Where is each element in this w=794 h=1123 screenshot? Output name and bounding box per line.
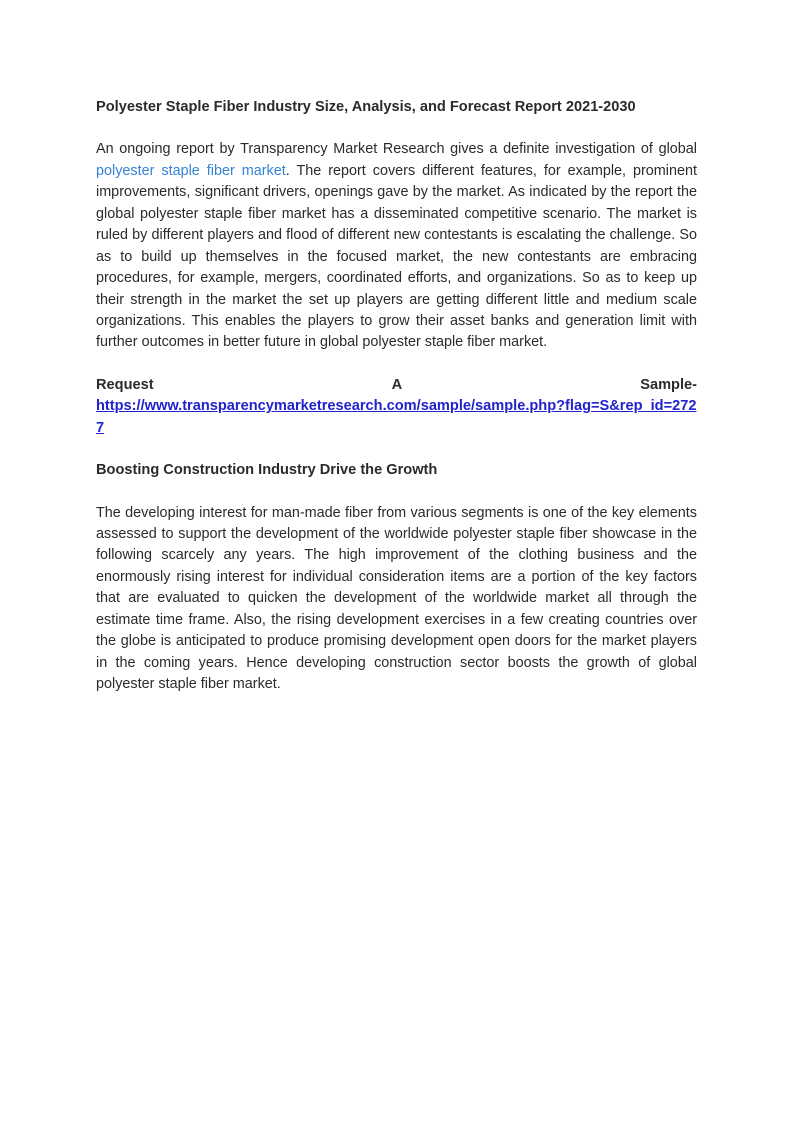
document-title: Polyester Staple Fiber Industry Size, Analysis, and Forecast Report 2021-2030: [96, 99, 636, 115]
request-word-sample: Sample-: [640, 376, 697, 393]
request-sample-line: [96, 375, 697, 396]
intro-paragraph: [96, 139, 697, 354]
request-sample-paragraph: [96, 375, 697, 439]
intro-paragraph-text-after: . The report covers different features, for example, prominent improvements, significant drivers, openings gave by the market. As indicated by the report the global polyester staple fiber market has a disseminated competitive scenario. The market is ruled by different players and flood of different new contestants is escalating the challenge. So as to build up themselves in the focused market, the new contestants are embracing procedures, for example, mergers, coordinated efforts, and organizations. So as to keep up their strength in the market the set up players are getting different little and medium scale organizations. This enables the players to grow their asset banks and generation limit with further outcomes in better future in global polyester staple fiber market.: [96, 162, 697, 351]
polyester-staple-fiber-market-link[interactable]: polyester staple fiber market: [96, 162, 286, 179]
growth-paragraph: The developing interest for man-made fiber from various segments is one of the key elements assessed to support the development of the worldwide polyester staple fiber showcase in the following scarcely any years. The high improvement of the clothing business and the enormously rising interest for individual consideration items are a portion of the key factors that are evaluated to quicken the development of the worldwide market all through the estimate time frame. Also, the rising development exercises in a few creating countries over the globe is anticipated to produce promising development open doors for the market players in the coming years. Hence developing construction sector boosts the growth of global polyester staple fiber market.: [96, 504, 697, 693]
growth-section-heading: Boosting Construction Industry Drive the Growth: [96, 462, 438, 479]
request-word: Request: [96, 376, 154, 393]
sample-request-url-link[interactable]: https://www.transparencymarketresearch.com/sample/sample.php?flag=S&rep_id=2727: [96, 398, 697, 436]
intro-paragraph-text-before: An ongoing report by Transparency Market Research gives a definite investigation of global: [96, 141, 697, 158]
request-word-a: A: [391, 376, 403, 393]
